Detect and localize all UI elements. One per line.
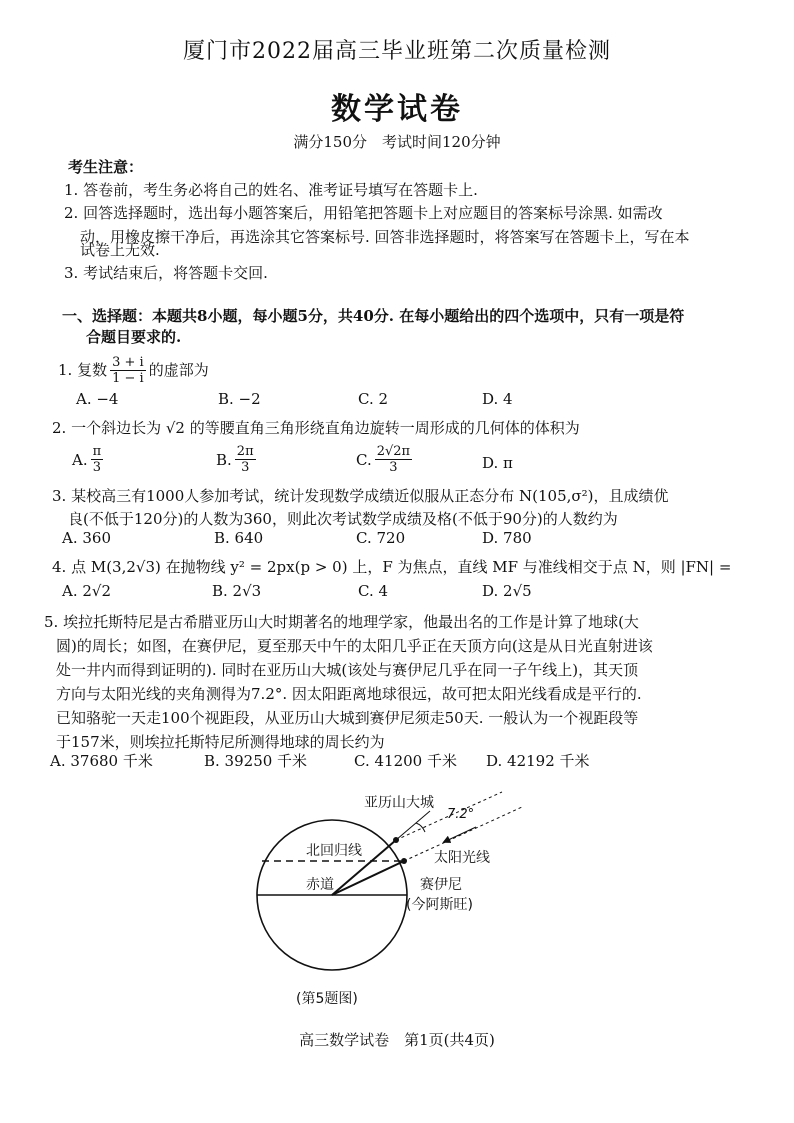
question-5-option-d: D. 42192 千米 — [486, 752, 590, 770]
question-3-option-b: B. 640 — [214, 529, 264, 547]
option-c-denominator: 3 — [389, 460, 398, 475]
question-3-option-c: C. 720 — [356, 529, 406, 547]
tropic-label: 北回归线 — [306, 843, 362, 859]
question-2-option-b — [216, 444, 259, 475]
question-1-numerator: 3 + i — [112, 354, 144, 370]
question-2-stem: 2. 一个斜边长为 √2 的等腰直角三角形绕直角边旋转一周形成的几何体的体积为 — [52, 419, 580, 437]
question-5-line-5: 已知骆驼一天走100个视距段，从亚历山大城到赛伊尼须走50天. 一般认为一个视距段等 — [56, 709, 639, 727]
question-4-option-d: D. 2√5 — [482, 582, 532, 600]
question-2-option-b-label: B. — [216, 450, 232, 469]
question-1-option-c: C. 2 — [358, 390, 389, 408]
alexandria-label: 亚历山大城 — [364, 795, 434, 811]
option-a-denominator: 3 — [92, 460, 102, 475]
exam-title: 厦门市2022届高三毕业班第二次质量检测 — [183, 39, 611, 64]
question-5-line-3: 处一井内而得到证明的). 同时在亚历山大城(该处与赛伊尼几乎在同一子午线上)，其天顶 — [56, 661, 639, 679]
alexandria-point — [393, 837, 399, 843]
zenith-line — [396, 811, 430, 840]
option-b-numerator: 2π — [236, 444, 254, 459]
question-4-option-b: B. 2√3 — [212, 582, 262, 600]
question-5-line-1: 5. 埃拉托斯特尼是古希腊亚历山大时期著名的地理学家，他最出名的工作是计算了地球(大 — [44, 613, 639, 631]
aswan-label: (今阿斯旺) — [406, 897, 473, 913]
question-4-option-c: C. 4 — [358, 582, 389, 600]
question-2-option-a-fraction — [91, 444, 104, 475]
question-1-prefix: 1. 复数 — [58, 361, 108, 379]
question-1-fraction — [110, 355, 146, 386]
section-heading-line-1: 一、选择题：本题共8小题，每小题5分，共40分. 在每小题给出的四个选项中，只有一项是符 — [62, 307, 685, 325]
subject-title: 数学试卷 — [331, 92, 463, 127]
radius-to-syene — [332, 861, 404, 895]
equator-label: 赤道 — [306, 877, 334, 893]
question-4-option-a: A. 2√2 — [62, 582, 112, 600]
question-1-option-b: B. −2 — [218, 390, 261, 408]
question-3-line-2: 良(不低于120分)的人数为360，则此次考试数学成绩及格(不低于90分)的人数约为 — [68, 510, 618, 528]
question-5-option-c: C. 41200 千米 — [354, 752, 457, 770]
question-5-option-b: B. 39250 千米 — [204, 752, 308, 770]
question-2-option-c-label: C. — [356, 450, 372, 469]
notice-item-1: 1. 答卷前，考生务必将自己的姓名、准考证号填写在答题卡上. — [64, 181, 478, 199]
question-3-option-a: A. 360 — [62, 529, 111, 547]
earth-diagram — [240, 785, 570, 1005]
question-5-line-2: 圆)的周长；如图，在赛伊尼，夏至那天中午的太阳几乎正在天顶方向(这是从日光直射进该 — [56, 637, 653, 655]
question-1-option-d: D. 4 — [482, 390, 513, 408]
question-1-denominator: 1 − i — [112, 370, 144, 386]
question-5-line-4: 方向与太阳光线的夹角测得为7.2°. 因太阳距离地球很远，故可把太阳光线看成是平行的. — [56, 685, 642, 703]
question-2-option-a-label: A. — [72, 450, 88, 469]
syene-point — [401, 858, 407, 864]
syene-label: 赛伊尼 — [420, 877, 462, 893]
sun-ray-arrow — [446, 827, 476, 841]
section-heading-line-2: 合题目要求的. — [86, 328, 182, 346]
question-2-option-c — [356, 444, 415, 475]
question-3-line-1: 3. 某校高三有1000人参加考试，统计发现数学成绩近似服从正态分布 N(105,σ²)，且成绩优 — [52, 487, 669, 505]
option-a-numerator: π — [92, 444, 102, 459]
notice-item-3: 3. 考试结束后，将答题卡交回. — [64, 264, 268, 282]
question-3-option-d: D. 780 — [482, 529, 532, 547]
option-b-denominator: 3 — [241, 460, 250, 475]
notice-item-2-line-2: 动，用橡皮擦干净后，再选涂其它答案标号. 回答非选择题时，将答案写在答题卡上，写在本 — [80, 228, 690, 246]
question-1-stem — [58, 352, 209, 388]
question-2-option-b-fraction — [235, 444, 256, 475]
question-4-stem: 4. 点 M(3,2√3) 在抛物线 y² = 2px(p > 0) 上，F 为焦点，直线 MF 与准线相交于点 N，则 |FN| = — [52, 558, 732, 576]
question-2-option-a — [72, 444, 106, 475]
angle-label: 7.2° — [447, 807, 475, 822]
question-1-suffix: 的虚部为 — [148, 361, 209, 379]
question-2-option-c-fraction — [375, 444, 412, 475]
question-1-option-a: A. −4 — [76, 390, 119, 408]
option-c-numerator: 2√2π — [376, 444, 411, 459]
question-5-option-a: A. 37680 千米 — [50, 752, 153, 770]
question-5-line-6: 于157米，则埃拉托斯特尼所测得地球的周长约为 — [56, 733, 385, 751]
question-2-option-d: D. π — [482, 454, 513, 472]
notice-heading: 考生注意： — [68, 158, 144, 176]
sunlight-label: 太阳光线 — [434, 850, 490, 866]
figure-caption: (第5题图) — [296, 991, 358, 1005]
notice-item-2-line-1: 2. 回答选择题时，选出每小题答案后，用铅笔把答题卡上对应题目的答案标号涂黑. 如需改 — [64, 204, 663, 222]
exam-meta: 满分150分 考试时间120分钟 — [293, 133, 501, 151]
page-footer: 高三数学试卷 第1页(共4页) — [299, 1031, 495, 1049]
notice-item-2-line-3: 试卷上无效. — [80, 241, 160, 259]
